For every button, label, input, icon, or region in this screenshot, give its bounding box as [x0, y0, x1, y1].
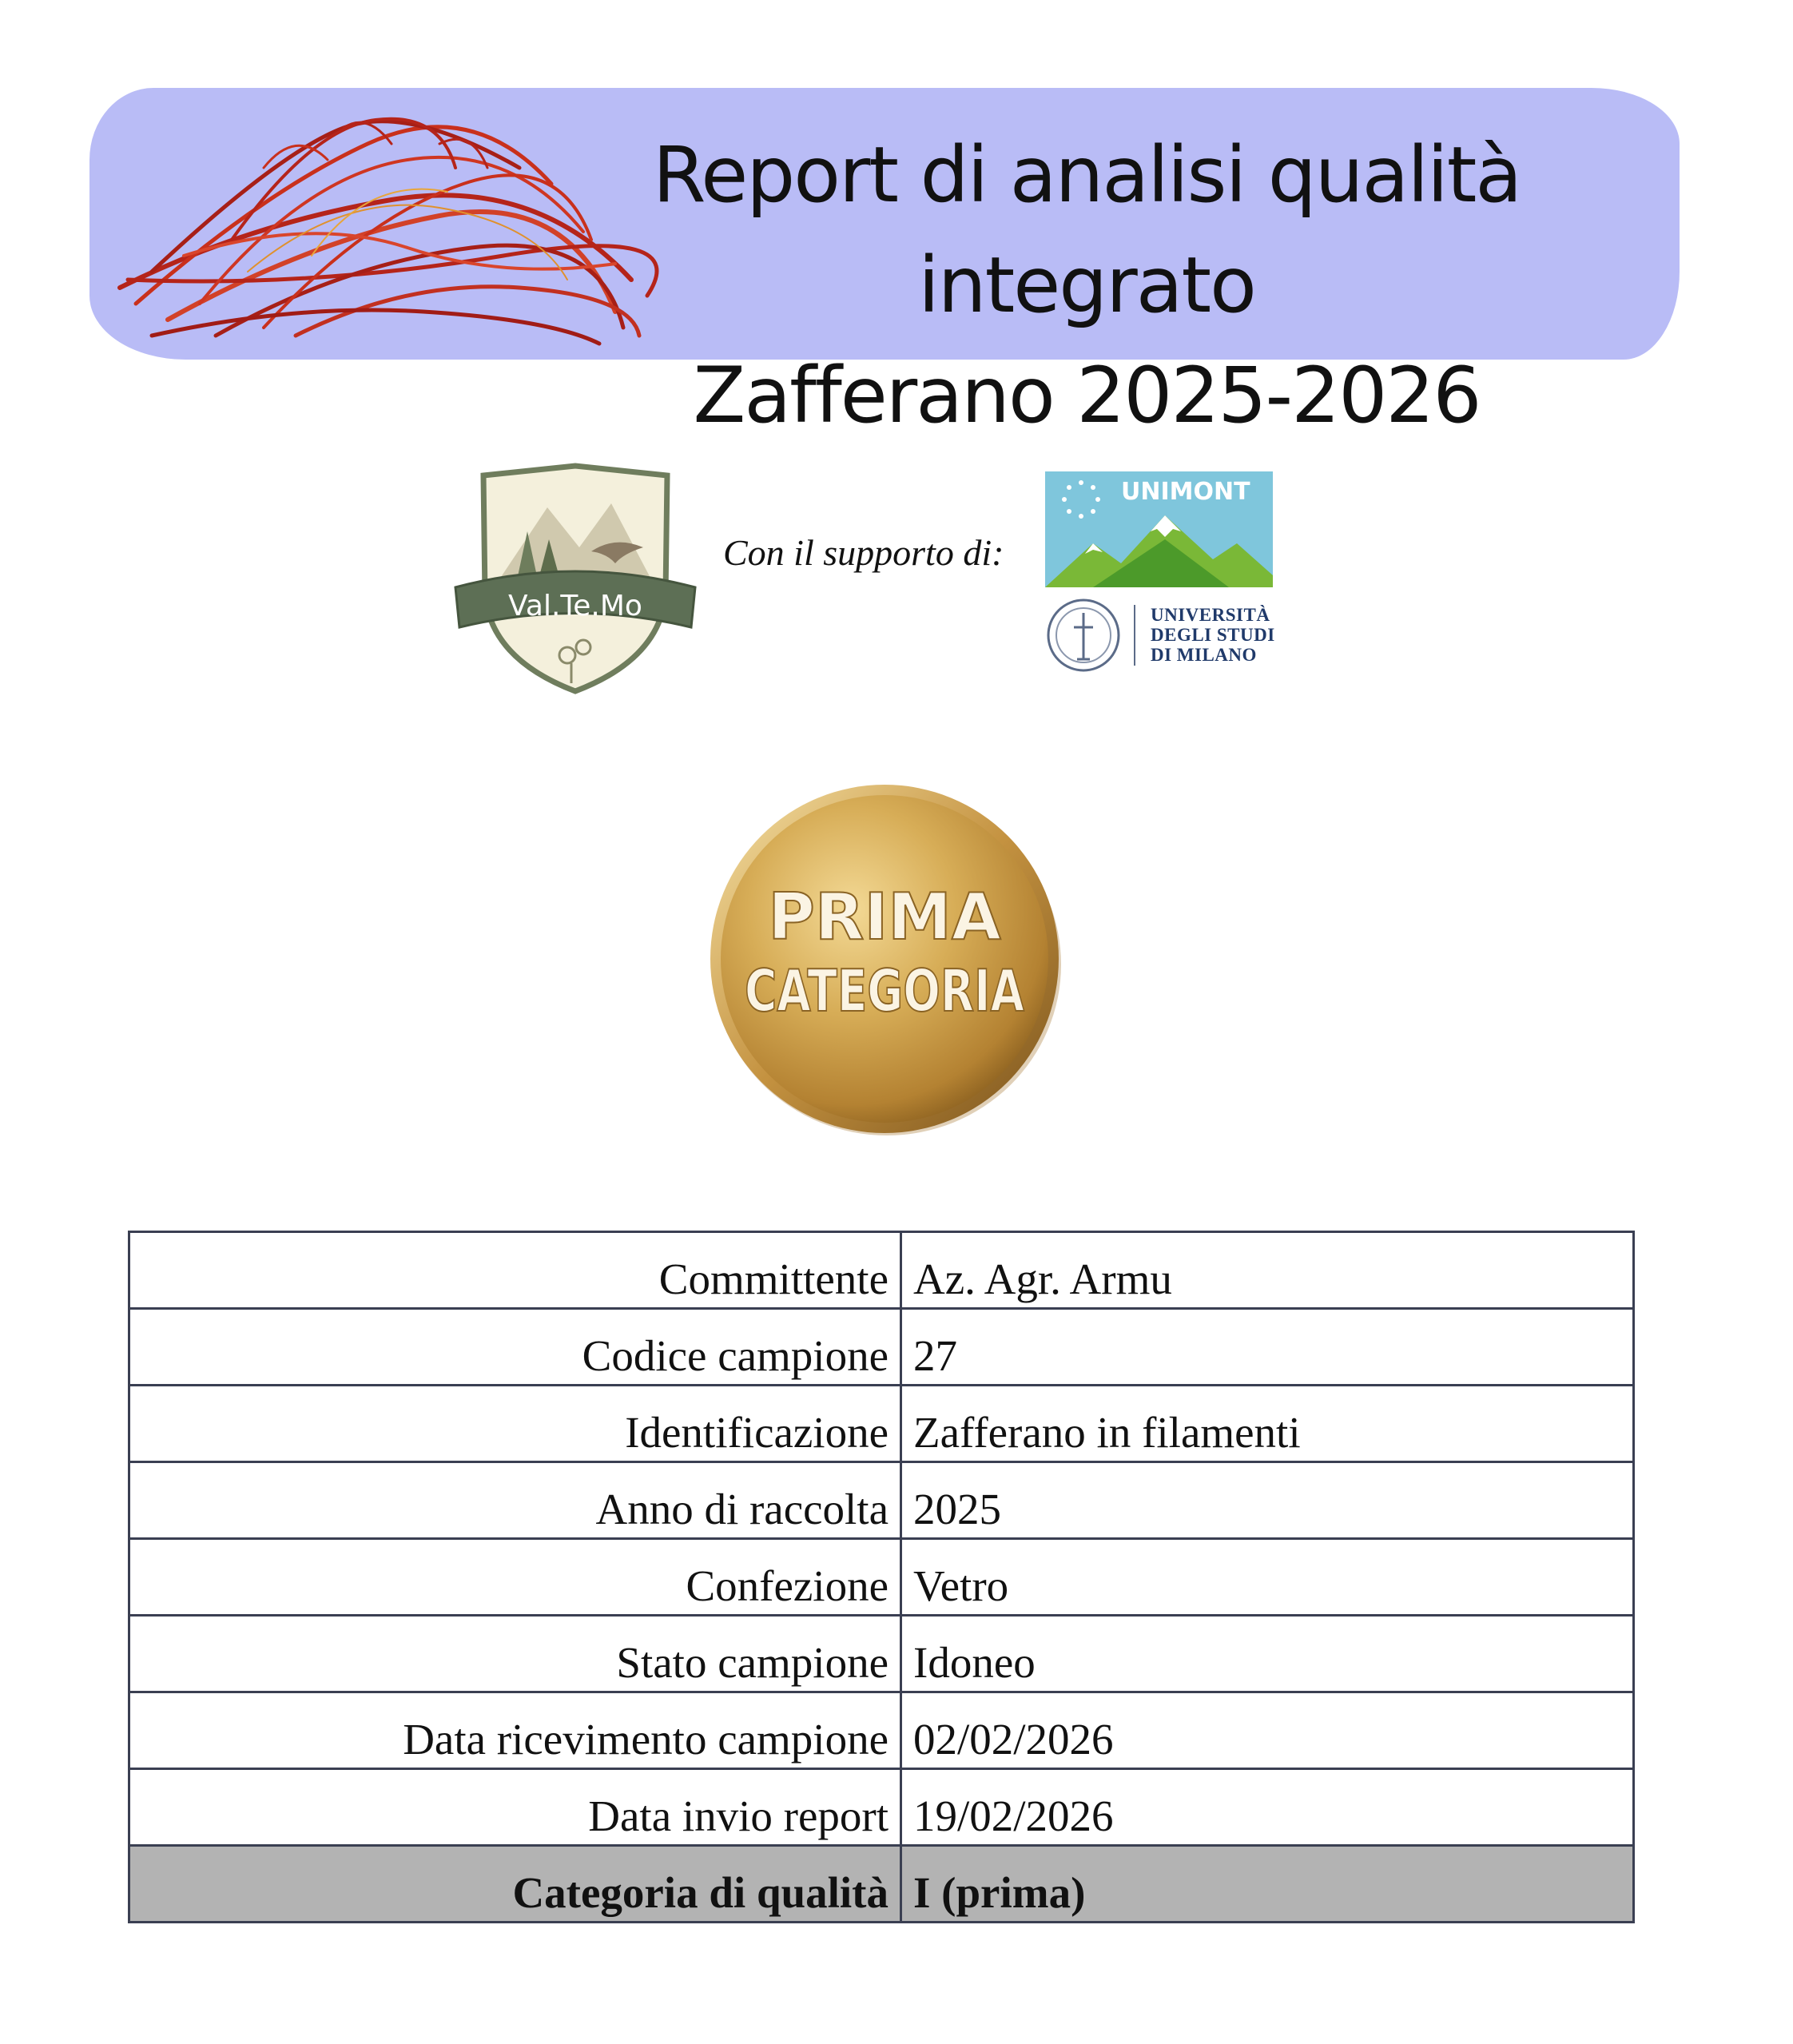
sample-info-table	[128, 1231, 1635, 1923]
row-label: Committente	[129, 1232, 901, 1309]
row-label: Anno di raccolta	[129, 1462, 901, 1539]
row-label: Data ricevimento campione	[129, 1692, 901, 1769]
table-row	[129, 1692, 1634, 1769]
table-row	[129, 1309, 1634, 1386]
svg-text:CATEGORIA: CATEGORIA	[745, 957, 1025, 1024]
unimi-name	[1151, 605, 1275, 665]
row-value: 2025	[901, 1462, 1634, 1539]
valtemo-logo	[451, 459, 699, 699]
table-row	[129, 1462, 1634, 1539]
row-value: Zafferano in filamenti	[901, 1386, 1634, 1462]
table-row	[129, 1616, 1634, 1692]
row-label: Codice campione	[129, 1309, 901, 1386]
row-value: Idoneo	[901, 1616, 1634, 1692]
report-title-line1: Report di analisi qualità integrato	[652, 130, 1521, 330]
unimont-logo	[1045, 471, 1273, 587]
row-value: 02/02/2026	[901, 1692, 1634, 1769]
unimi-line3: DI MILANO	[1151, 645, 1257, 665]
row-value: Vetro	[901, 1539, 1634, 1616]
row-value: I (prima)	[901, 1846, 1634, 1923]
prima-categoria-medal	[705, 779, 1064, 1139]
unimi-line1: UNIVERSITÀ	[1151, 605, 1270, 625]
support-label: Con il supporto di:	[723, 532, 1004, 573]
report-title	[511, 120, 1662, 451]
svg-text:PRIMA: PRIMA	[768, 880, 1001, 954]
row-label: Stato campione	[129, 1616, 901, 1692]
svg-text:Val.Te.Mo: Val.Te.Mo	[508, 590, 642, 622]
row-label: Identificazione	[129, 1386, 901, 1462]
table-row	[129, 1386, 1634, 1462]
row-value: 19/02/2026	[901, 1769, 1634, 1846]
table-row	[129, 1769, 1634, 1846]
quality-category-row	[129, 1846, 1634, 1923]
table-row	[129, 1539, 1634, 1616]
table-row	[129, 1232, 1634, 1309]
row-label: Confezione	[129, 1539, 901, 1616]
row-label: Data invio report	[129, 1769, 901, 1846]
svg-text:UNIMONT: UNIMONT	[1121, 478, 1250, 506]
row-value: Az. Agr. Armu	[901, 1232, 1634, 1309]
row-label: Categoria di qualità	[129, 1846, 901, 1923]
unimi-line2: DEGLI STUDI	[1151, 625, 1275, 645]
report-title-line2: Zafferano 2025-2026	[693, 351, 1481, 440]
row-value: 27	[901, 1309, 1634, 1386]
